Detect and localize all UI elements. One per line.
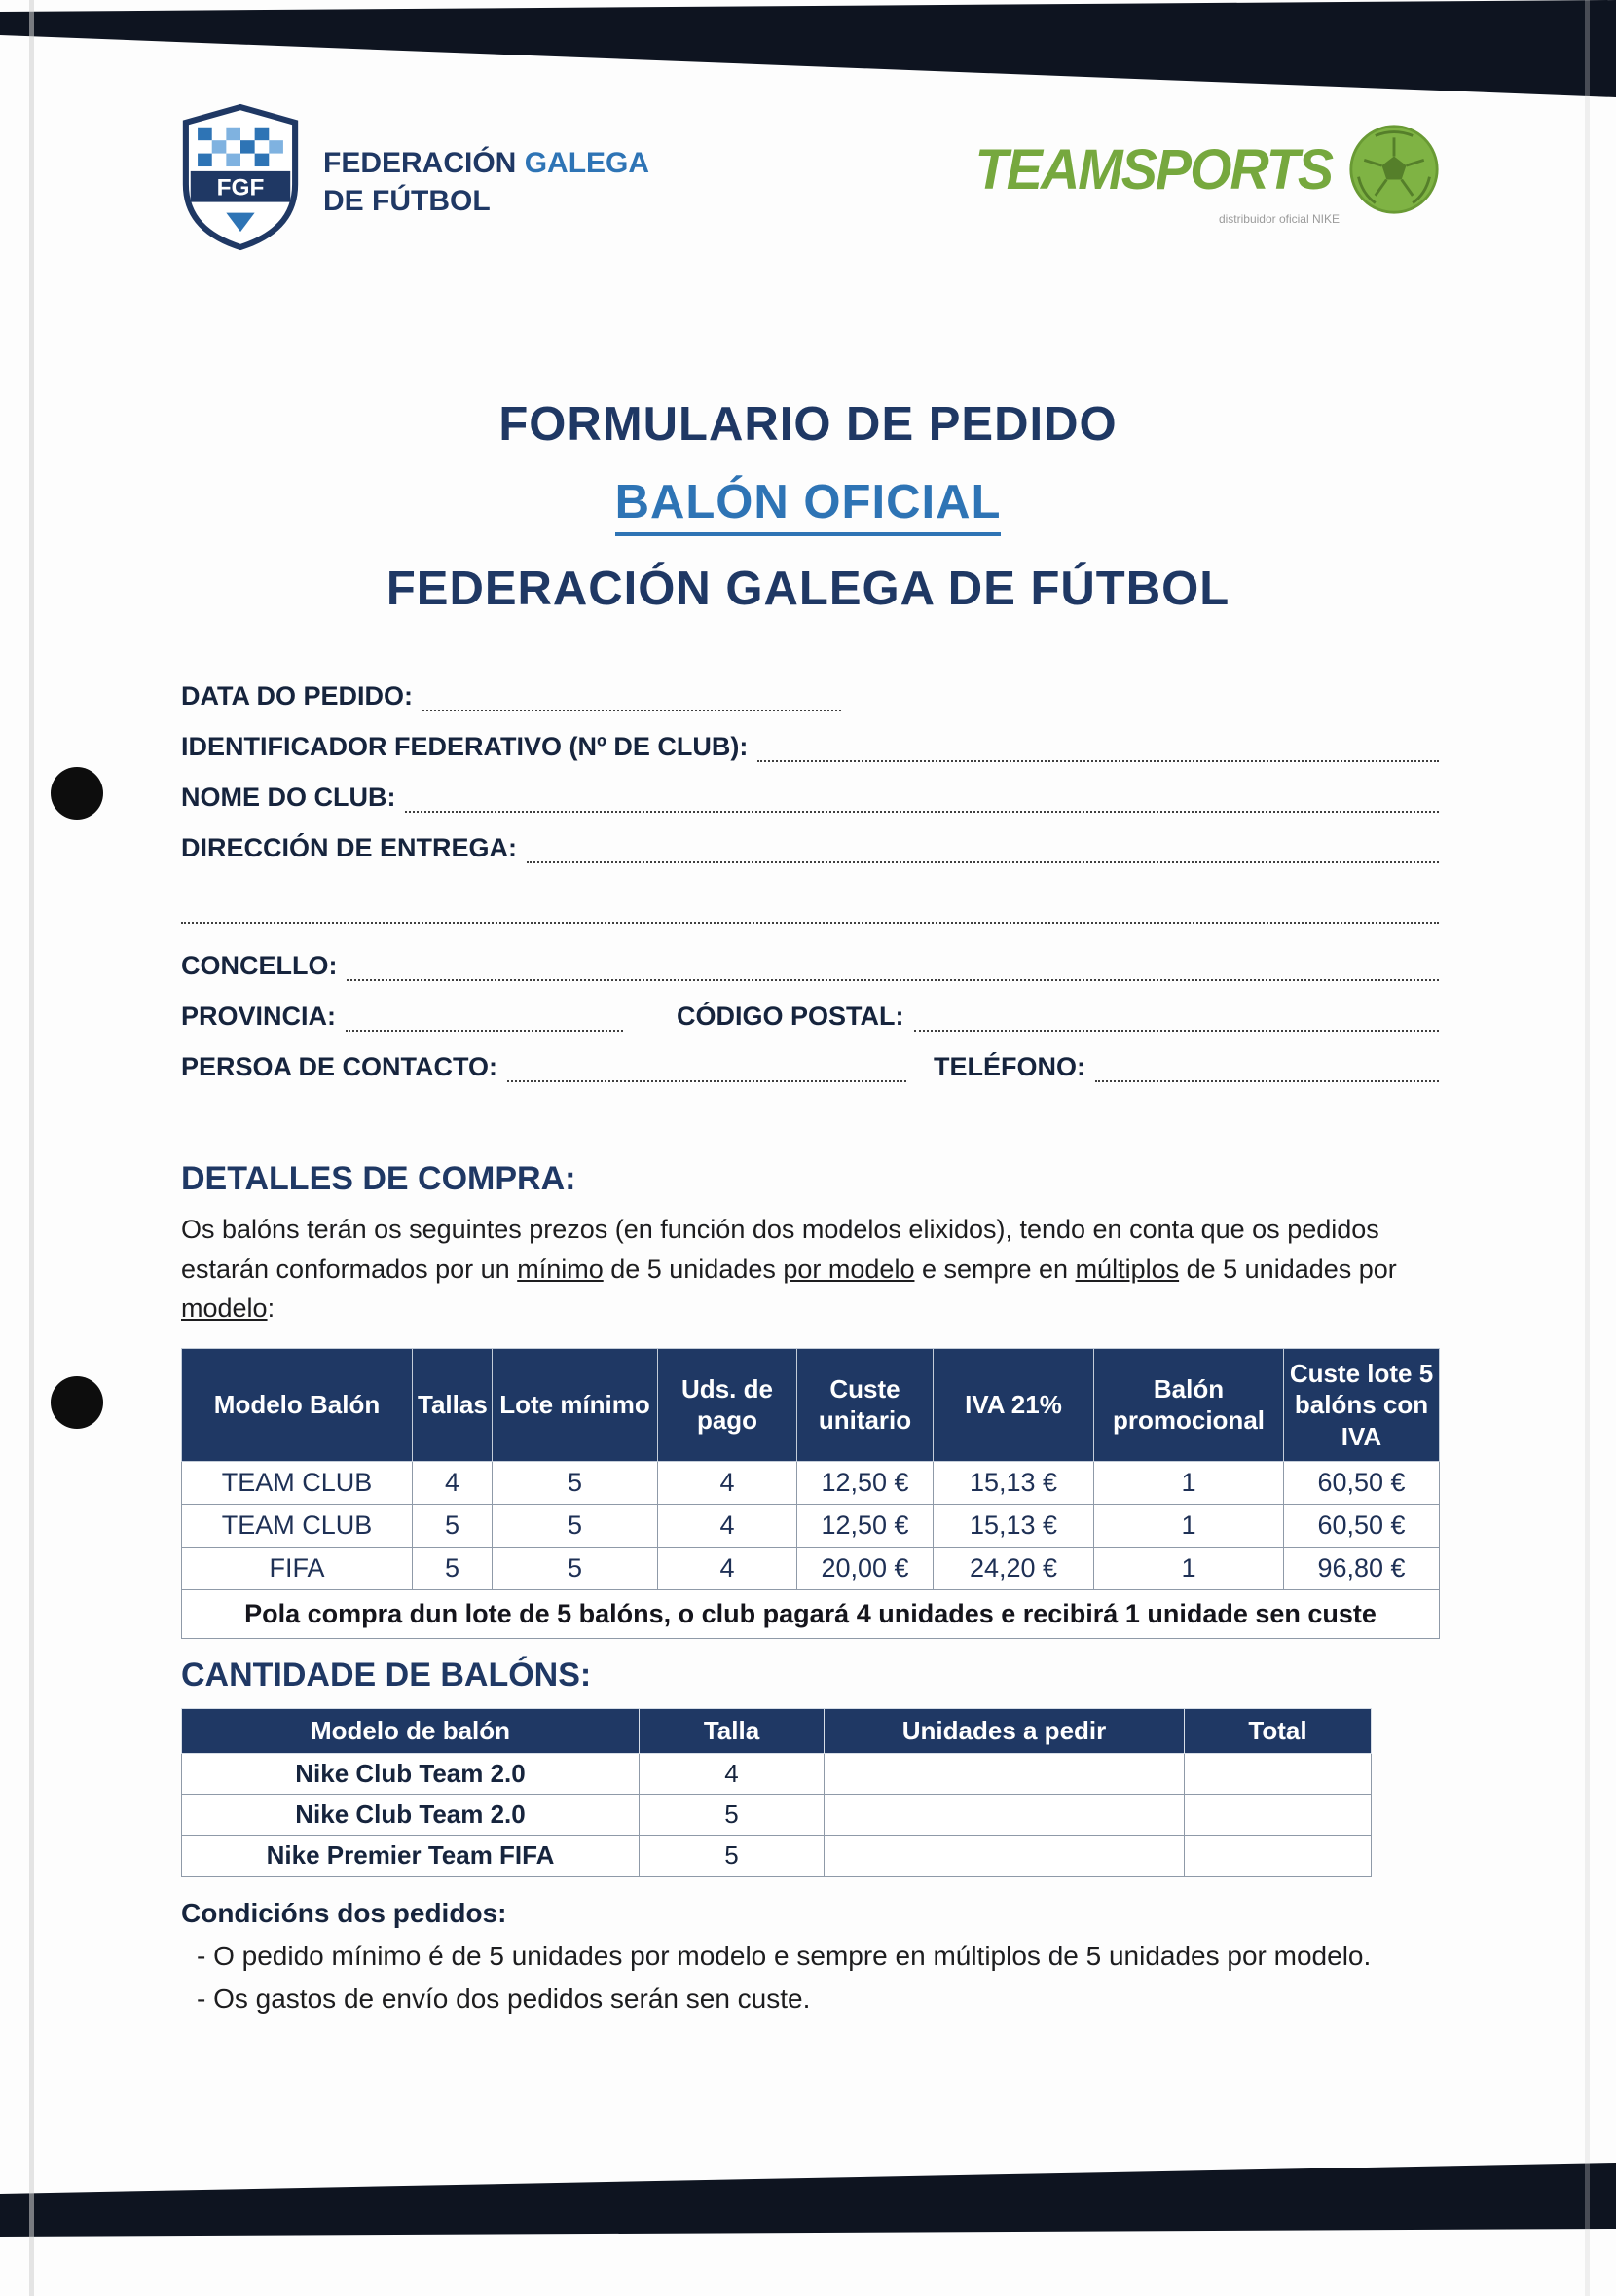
title-line-3: FEDERACIÓN GALEGA DE FÚTBOL [386,563,1230,615]
field-line-identificador [757,733,1439,762]
scan-left-edge [29,0,34,2296]
field-row-data-pedido [181,681,1439,711]
hole-punch-mark [51,767,103,820]
field-row-provincia-codigo [181,1002,1439,1032]
column-header: Lote mínimo [493,1348,658,1462]
fgf-name-part2: GALEGA [524,147,650,179]
field-label-concello: CONCELLO: [181,951,338,980]
section-heading-cantidade: CANTIDADE DE BALÓNS: [181,1657,592,1694]
hole-punch-mark [51,1376,103,1429]
field-label-direccion: DIRECCIÓN DE ENTREGA: [181,833,518,862]
table-cell: 4 [658,1462,797,1505]
quantity-table-header-row [182,1709,1372,1754]
field-label-identificador: IDENTIFICADOR FEDERATIVO (Nº DE CLUB): [181,732,749,761]
order-conditions-section [181,1898,1439,2015]
column-header: Tallas [413,1348,493,1462]
quantity-table [181,1708,1372,1877]
field-label-telefono: TELÉFONO: [934,1052,1086,1081]
table-cell: 4 [658,1548,797,1590]
table-row [182,1795,1372,1836]
table-cell: 60,50 € [1284,1462,1440,1505]
column-header: Unidades a pedir [825,1709,1185,1754]
field-label-nome-club: NOME DO CLUB: [181,783,396,812]
field-line-direccion-continuation [181,894,1439,924]
table-cell: 5 [413,1548,493,1590]
column-header: IVA 21% [934,1348,1094,1462]
field-line-direccion [527,834,1439,863]
soccer-ball-icon [1347,123,1441,216]
intro-text-part: : [267,1294,275,1323]
intro-text-part: Os balóns terán os seguintes prezos (en función dos modelos elixidos), tendo en conta que os pedidos estarán conformados por un [181,1215,1379,1284]
fgf-name-line2: DE FÚTBOL [323,185,491,217]
table-cell: 24,20 € [934,1548,1094,1590]
field-line-provincia [346,1002,623,1032]
condition-item: - Os gastos de envío dos pedidos serán sen custe. [197,1984,811,2014]
table-cell: TEAM CLUB [182,1505,413,1548]
column-header: Uds. de pago [658,1348,797,1462]
condition-item: - O pedido mínimo é de 5 unidades por modelo e sempre en múltiplos de 5 unidades por modelo. [197,1941,1372,1971]
lot-note-row [182,1590,1440,1639]
section-heading-detalles: DETALLES DE COMPRA: [181,1160,576,1197]
page-title [0,397,1616,616]
total-cell [1185,1795,1372,1836]
table-cell: 5 [640,1795,825,1836]
table-cell: 1 [1094,1462,1284,1505]
column-header: Total [1185,1709,1372,1754]
scan-top-band [0,0,1616,107]
table-cell: 20,00 € [797,1548,934,1590]
table-cell: TEAM CLUB [182,1462,413,1505]
scan-right-edge [1585,0,1590,2296]
table-cell: 15,13 € [934,1462,1094,1505]
fgf-name-part1: FEDERACIÓN [323,147,517,179]
table-cell: 1 [1094,1505,1284,1548]
intro-underlined-part: mínimo [517,1254,604,1284]
teamsports-tagline: distribuidor oficial NIKE [1218,212,1340,226]
table-cell: 5 [640,1836,825,1877]
column-header: Modelo de balón [182,1709,640,1754]
table-row [182,1462,1440,1505]
intro-text-part: de 5 unidades [603,1254,784,1284]
table-row [182,1548,1440,1590]
intro-text-part: de 5 unidades por [1179,1254,1397,1284]
table-cell: 12,50 € [797,1505,934,1548]
table-cell: Nike Premier Team FIFA [182,1836,640,1877]
scan-bottom-band [0,2151,1616,2258]
table-cell: 5 [493,1548,658,1590]
teamsports-logo [973,123,1441,226]
table-cell: 4 [413,1462,493,1505]
table-cell: 12,50 € [797,1462,934,1505]
field-row-nome-club [181,783,1439,813]
field-line-codigo-postal [914,1002,1439,1032]
units-to-order-cell [825,1795,1185,1836]
field-row-direccion [181,833,1439,863]
intro-underlined-part: por modelo [783,1254,915,1284]
fgf-shield-icon [181,103,300,251]
table-cell: 4 [658,1505,797,1548]
table-cell: 1 [1094,1548,1284,1590]
column-header: Custe lote 5 balóns con IVA [1284,1348,1440,1462]
field-label-codigo-postal: CÓDIGO POSTAL: [677,1002,904,1031]
purchase-details-section [181,1160,1439,1639]
field-row-concello [181,951,1439,981]
field-line-concello [347,952,1439,981]
total-cell [1185,1754,1372,1795]
conditions-heading: Condicións dos pedidos: [181,1898,507,1928]
table-cell: 4 [640,1754,825,1795]
units-to-order-cell [825,1836,1185,1877]
svg-text:FGF: FGF [216,174,265,201]
teamsports-wordmark: TEAMSPORTS [974,137,1333,201]
total-cell [1185,1836,1372,1877]
column-header: Talla [640,1709,825,1754]
price-table-header-row [182,1348,1440,1462]
table-cell: 15,13 € [934,1505,1094,1548]
table-cell: 5 [493,1505,658,1548]
field-row-direccion-continuation [181,894,1439,924]
field-label-persoa: PERSOA DE CONTACTO: [181,1052,498,1081]
table-row [182,1505,1440,1548]
field-line-nome-club [405,784,1439,813]
title-line-2: BALÓN OFICIAL [615,475,1002,536]
table-cell: 5 [413,1505,493,1548]
table-cell: Nike Club Team 2.0 [182,1754,640,1795]
order-form-fields [181,681,1439,1103]
table-cell: 5 [493,1462,658,1505]
intro-text-part: e sempre en [914,1254,1076,1284]
table-cell: FIFA [182,1548,413,1590]
field-line-data-pedido [422,682,841,711]
table-row [182,1754,1372,1795]
price-table [181,1348,1440,1640]
field-row-persoa-telefono [181,1052,1439,1082]
intro-underlined-part: modelo [181,1294,268,1323]
table-cell: Nike Club Team 2.0 [182,1795,640,1836]
ball-quantity-section [181,1657,1439,1877]
table-cell: 60,50 € [1284,1505,1440,1548]
title-line-1: FORMULARIO DE PEDIDO [498,398,1118,451]
units-to-order-cell [825,1754,1185,1795]
column-header: Custe unitario [797,1348,934,1462]
field-line-telefono [1095,1053,1439,1082]
table-row [182,1836,1372,1877]
fgf-wordmark [323,144,649,220]
field-label-provincia: PROVINCIA: [181,1002,337,1031]
lot-note: Pola compra dun lote de 5 balóns, o club pagará 4 unidades e recibirá 1 unidade sen custe [182,1590,1440,1639]
column-header: Modelo Balón [182,1348,413,1462]
intro-underlined-part: múltiplos [1075,1254,1180,1284]
field-line-persoa [507,1053,906,1082]
column-header: Balón promocional [1094,1348,1284,1462]
field-label-data-pedido: DATA DO PEDIDO: [181,681,413,711]
intro-paragraph [181,1210,1439,1329]
field-row-identificador [181,732,1439,762]
table-cell: 96,80 € [1284,1548,1440,1590]
